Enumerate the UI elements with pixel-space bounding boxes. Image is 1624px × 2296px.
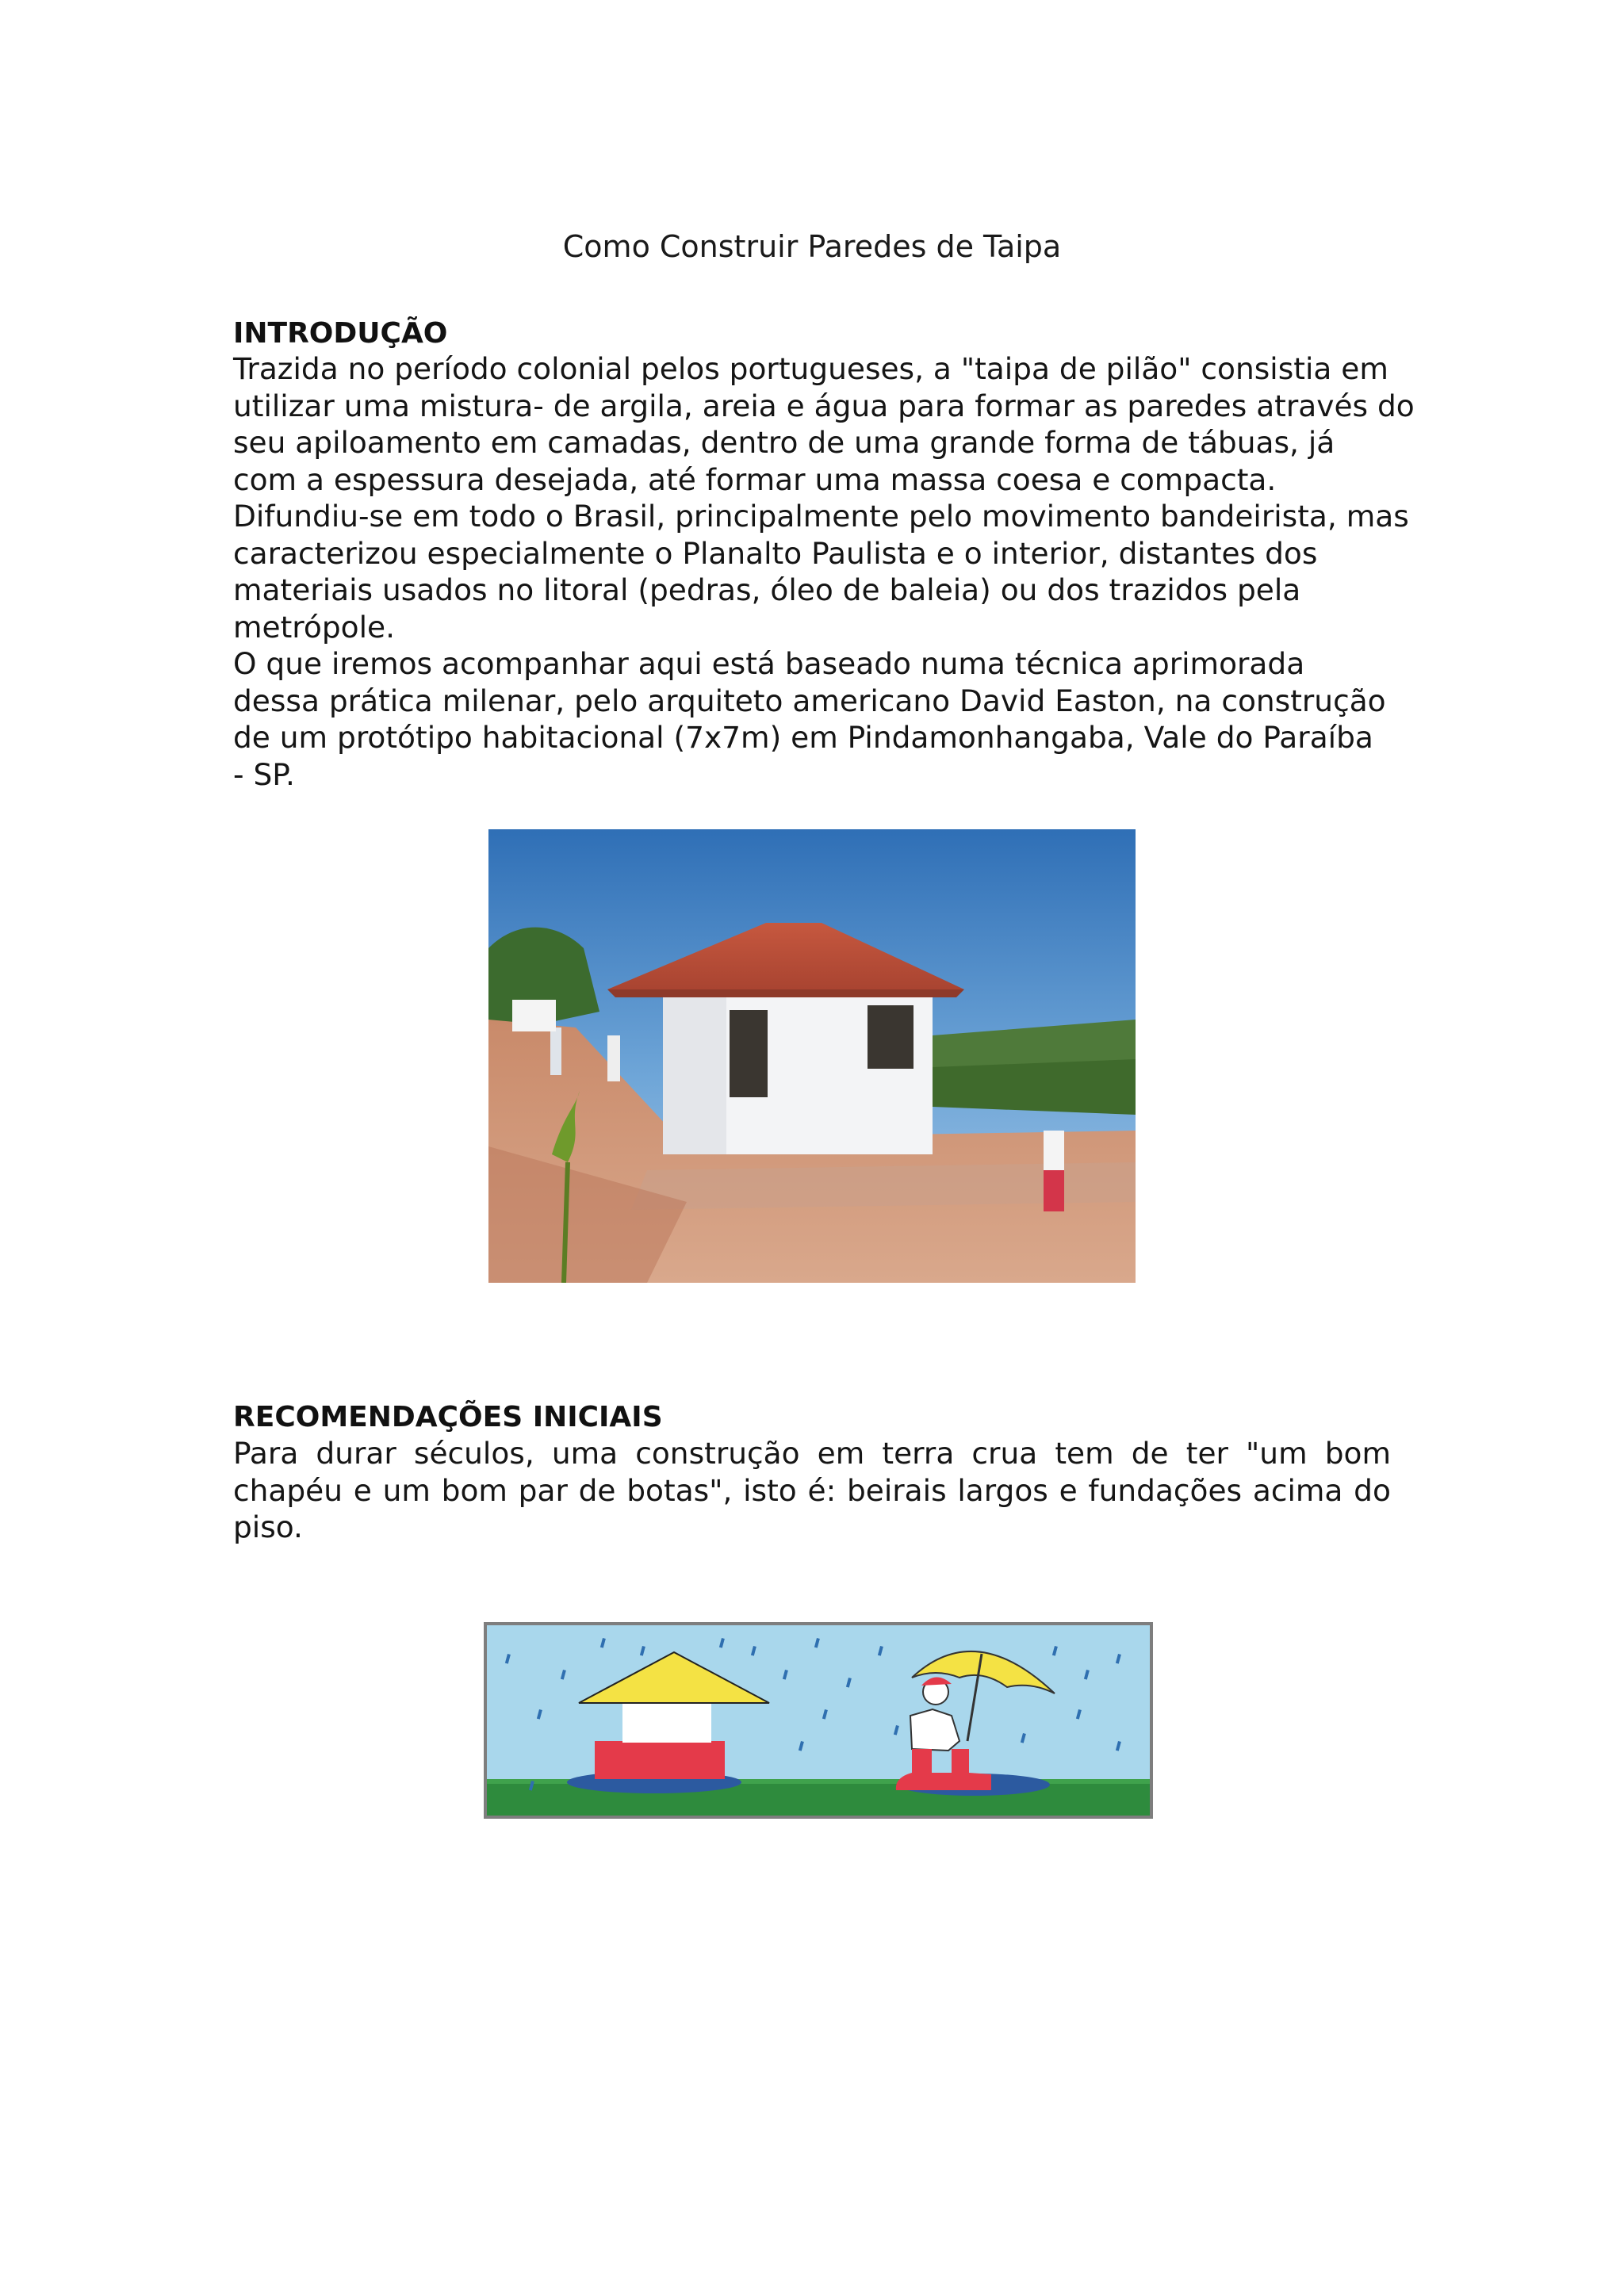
word: uma	[551, 1436, 619, 1471]
word: fundações	[1088, 1472, 1243, 1508]
word: par	[518, 1472, 568, 1508]
text-line: piso.	[233, 1510, 303, 1544]
house-photo	[488, 829, 1136, 1283]
text-line: Difundiu-se em todo o Brasil, principalmente pelo movimento bandeirista, mas	[233, 499, 1409, 534]
word: bom	[441, 1472, 508, 1508]
word: e	[1059, 1472, 1078, 1508]
text-line	[233, 1472, 1391, 1510]
section-paragraph-introducao	[233, 350, 1415, 793]
text-line: caracterizou especialmente o Planalto Paulista e o interior, distantes dos	[233, 535, 1318, 571]
section-heading-recomendacoes: RECOMENDAÇÕES INICIAIS	[233, 1401, 663, 1433]
word: bom	[1324, 1436, 1391, 1471]
word: é:	[807, 1472, 837, 1508]
word: botas",	[626, 1472, 733, 1508]
word: isto	[743, 1472, 797, 1508]
word: crua	[971, 1436, 1038, 1471]
word: chapéu	[233, 1472, 343, 1508]
word: durar	[316, 1436, 396, 1471]
word: séculos,	[413, 1436, 534, 1471]
cartoon-illustration	[484, 1622, 1153, 1819]
word: ter	[1185, 1436, 1228, 1471]
word: construção	[635, 1436, 800, 1471]
text-line: seu apiloamento em camadas, dentro de uma grande forma de tábuas, já	[233, 425, 1335, 460]
text-line: dessa prática milenar, pelo arquiteto americano David Easton, na construção	[233, 683, 1386, 718]
word: "um	[1246, 1436, 1308, 1471]
word: um	[382, 1472, 431, 1508]
text-line: metrópole.	[233, 609, 395, 645]
word: do	[1354, 1472, 1391, 1508]
text-line: de um protótipo habitacional (7x7m) em Pindamonhangaba, Vale do Paraíba	[233, 720, 1373, 755]
text-line: O que iremos acompanhar aqui está baseado numa técnica aprimorada	[233, 646, 1305, 681]
word: de	[578, 1472, 616, 1508]
word: largos	[957, 1472, 1048, 1508]
word: em	[817, 1436, 865, 1471]
word: terra	[882, 1436, 955, 1471]
text-line: com a espessura desejada, até formar uma massa coesa e compacta.	[233, 461, 1277, 497]
word: e	[353, 1472, 372, 1508]
word: de	[1131, 1436, 1169, 1471]
word: Para	[233, 1436, 299, 1471]
text-line: Trazida no período colonial pelos portugueses, a "taipa de pilão" consistia em	[233, 351, 1388, 386]
document-title: Como Construir Paredes de Taipa	[562, 229, 1062, 264]
section-heading-introducao: INTRODUÇÃO	[233, 317, 448, 350]
text-line: - SP.	[233, 756, 295, 792]
word: acima	[1252, 1472, 1343, 1508]
word: tem	[1055, 1436, 1114, 1471]
text-line: materiais usados no litoral (pedras, óleo de baleia) ou dos trazidos pela	[233, 572, 1301, 607]
text-line: utilizar uma mistura- de argila, areia e água para formar as paredes através do	[233, 388, 1415, 423]
section-paragraph-recomendacoes	[233, 1435, 1391, 1546]
text-line	[233, 1435, 1391, 1472]
word: beirais	[846, 1472, 947, 1508]
